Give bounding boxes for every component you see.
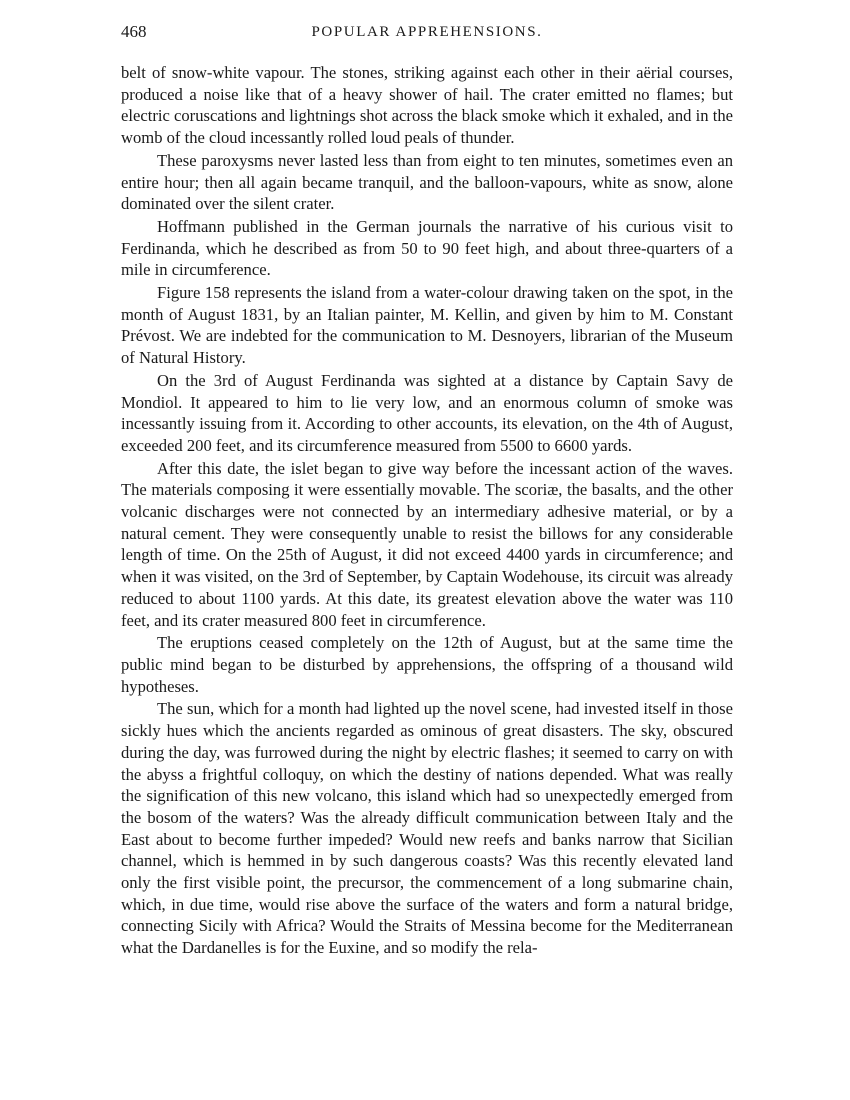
page-header: [121, 22, 733, 48]
paragraph-continuation: belt of snow-white vapour. The stones, striking against each other in their aërial courses, produced a noise like that of a heavy shower of hail. The crater emitted no flames; but electric coruscations and lightnings shot across the black smoke which it exhaled, and in the womb of the cloud incessantly rolled loud peals of thunder.: [121, 63, 733, 148]
page-number: 468: [121, 22, 147, 41]
running-title: POPULAR APPREHENSIONS.: [311, 24, 543, 40]
body-text: [121, 62, 733, 959]
paragraph: Hoffmann published in the German journals the narrative of his curious visit to Ferdinanda, which he described as from 50 to 90 feet high, and about three-quarters of a mile in circumference.: [121, 216, 733, 280]
paragraph: The eruptions ceased completely on the 12th of August, but at the same time the public mind began to be disturbed by apprehensions, the offspring of a thousand wild hypotheses.: [121, 633, 733, 696]
paragraph: On the 3rd of August Ferdinanda was sighted at a distance by Captain Savy de Mondiol. It appeared to him to lie very low, and an enormous column of smoke was incessantly issuing from it. According to other accounts, its elevation, on the 4th of August, exceeded 200 feet, and its circumference measured from 5500 to 6600 yards.: [121, 370, 733, 455]
paragraph: These paroxysms never lasted less than from eight to ten minutes, sometimes even an entire hour; then all again became tranquil, and the balloon-vapours, white as snow, alone dominated over the silent crater.: [121, 150, 733, 214]
paragraph: Figure 158 represents the island from a water-colour drawing taken on the spot, in the month of August 1831, by an Italian painter, M. Kellin, and given by him to M. Constant Prévost. We are indebted for the communication to M. Desnoyers, librarian of the Museum of Natural History.: [121, 283, 733, 368]
paragraph: After this date, the islet began to give way before the incessant action of the waves. The materials composing it were essentially movable. The scoriæ, the basalts, and the other volcanic discharges were not connected by an intermediary adhesive material, or by a natural cement. They were consequently unable to resist the billows for any considerable length of time. On the 25th of August, it did not exceed 4400 yards in circumference; and when it was visited, on the 3rd of September, by Captain Wodehouse, its circuit was already reduced to about 1100 yards. At this date, its greatest elevation above the water was 110 feet, and its crater measured 800 feet in circumference.: [121, 458, 733, 630]
paragraph: The sun, which for a month had lighted up the novel scene, had invested itself in those sickly hues which the ancients regarded as ominous of great disasters. The sky, obscured during the day, was furrowed during the night by electric flashes; it seemed to carry on with the abyss a frightful colloquy, on which the destiny of nations depended. What was really the signification of this new volcano, this island which had so unexpectedly emerged from the bosom of the waters? Was the already difficult communication between Italy and the East about to become further impeded? Would new reefs and banks narrow that Sicilian channel, which is hemmed in by such dangerous coasts? Was this recently elevated land only the first visible point, the precursor, the commencement of a long submarine chain, which, in due time, would rise above the surface of the waters and form a natural bridge, connecting Sicily with Africa? Would the Straits of Messina become for the Mediterranean what the Dardanelles is for the Euxine, and so modify the rela-: [121, 699, 733, 958]
